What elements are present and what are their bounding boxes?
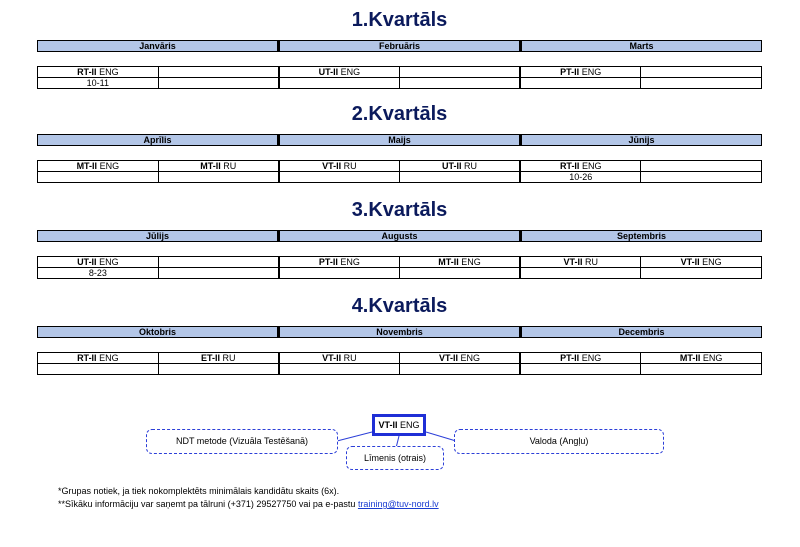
course-date bbox=[520, 364, 641, 375]
course-code: MT-II bbox=[200, 161, 221, 171]
course-language: ENG bbox=[99, 257, 119, 267]
course-code: VT-II bbox=[322, 161, 342, 171]
course-date bbox=[38, 172, 159, 183]
course-language: ENG bbox=[461, 257, 481, 267]
course-language: RU bbox=[223, 161, 237, 171]
course-language: ENG bbox=[581, 353, 602, 363]
course-cell bbox=[520, 353, 641, 364]
course-code: VT-II bbox=[680, 257, 700, 267]
course-code: VT-II bbox=[322, 353, 342, 363]
course-date bbox=[399, 78, 520, 89]
course-cell bbox=[38, 161, 159, 172]
course-table bbox=[37, 160, 762, 183]
date-row bbox=[38, 172, 762, 183]
legend-method-label: NDT metode (Vizuāla Testēšanā) bbox=[175, 436, 309, 446]
course-language: ENG bbox=[581, 67, 602, 77]
course-cell bbox=[641, 353, 762, 364]
course-language: ENG bbox=[99, 353, 119, 363]
footnote-2-text: **Sīkāku informāciju var saņemt pa tālruni (+371) 29527750 vai pa e-pastu bbox=[58, 499, 358, 509]
course-table bbox=[37, 256, 762, 279]
course-code: UT-II bbox=[77, 257, 97, 267]
legend-code: VT-II bbox=[378, 420, 398, 430]
quarter-title: 2.Kvartāls bbox=[351, 103, 448, 125]
course-language: RU bbox=[222, 353, 236, 363]
course-code: UT-II bbox=[318, 67, 339, 77]
course-cell bbox=[279, 257, 400, 268]
course-cell bbox=[641, 67, 762, 78]
course-cell bbox=[399, 67, 520, 78]
course-code: VT-II bbox=[439, 353, 459, 363]
month-header: Oktobris bbox=[37, 326, 278, 338]
course-code: RT-II bbox=[77, 353, 97, 363]
legend-method-box bbox=[146, 429, 338, 454]
course-cell bbox=[158, 67, 279, 78]
course-date bbox=[158, 268, 279, 279]
course-date bbox=[641, 78, 762, 89]
course-date bbox=[399, 268, 520, 279]
course-date bbox=[399, 172, 520, 183]
month-header-row bbox=[37, 134, 762, 146]
date-row bbox=[38, 268, 762, 279]
course-cell bbox=[399, 353, 520, 364]
quarter-title: 4.Kvartāls bbox=[351, 295, 448, 317]
course-code: RT-II bbox=[77, 67, 97, 77]
course-code: PT-II bbox=[560, 67, 580, 77]
course-cell bbox=[38, 257, 159, 268]
legend-example-code bbox=[372, 414, 426, 436]
course-code: RT-II bbox=[559, 161, 580, 171]
course-language: ENG bbox=[99, 67, 119, 77]
month-header-row bbox=[37, 40, 762, 52]
course-code: ET-II bbox=[200, 353, 220, 363]
course-cell bbox=[520, 257, 641, 268]
month-header: Janvāris bbox=[37, 40, 278, 52]
course-code: MT-II bbox=[76, 161, 98, 171]
course-date bbox=[641, 364, 762, 375]
quarter-section bbox=[37, 198, 762, 279]
course-language: RU bbox=[343, 161, 357, 171]
course-table bbox=[37, 66, 762, 89]
course-date bbox=[641, 172, 762, 183]
course-language: ENG bbox=[99, 161, 120, 171]
month-header: Marts bbox=[520, 40, 762, 52]
course-code: MT-II bbox=[679, 353, 701, 363]
course-date bbox=[520, 268, 641, 279]
month-header: Maijs bbox=[278, 134, 520, 146]
course-cell bbox=[399, 161, 520, 172]
course-cell bbox=[158, 161, 279, 172]
course-date bbox=[158, 364, 279, 375]
course-date: 8-23 bbox=[38, 268, 159, 279]
month-header: Decembris bbox=[520, 326, 762, 338]
course-code: PT-II bbox=[560, 353, 580, 363]
course-language: ENG bbox=[340, 67, 361, 77]
month-header: Aprīlis bbox=[37, 134, 278, 146]
course-code: VT-II bbox=[563, 257, 583, 267]
course-date bbox=[38, 364, 159, 375]
course-date bbox=[399, 364, 520, 375]
course-cell bbox=[520, 161, 641, 172]
course-cell bbox=[158, 257, 279, 268]
course-date bbox=[279, 78, 400, 89]
course-date bbox=[520, 78, 641, 89]
quarter-section bbox=[37, 8, 762, 89]
footnote-2 bbox=[58, 498, 439, 511]
quarter-section bbox=[37, 102, 762, 183]
course-cell bbox=[641, 257, 762, 268]
course-date: 10-11 bbox=[38, 78, 159, 89]
course-row bbox=[38, 257, 762, 268]
legend-lang: ENG bbox=[400, 420, 420, 430]
course-date bbox=[279, 268, 400, 279]
month-header: Augusts bbox=[278, 230, 520, 242]
email-link[interactable]: training@tuv-nord.lv bbox=[357, 499, 439, 509]
legend-level-box bbox=[346, 446, 444, 470]
course-row bbox=[38, 67, 762, 78]
course-cell bbox=[279, 161, 400, 172]
month-header: Jūnijs bbox=[520, 134, 762, 146]
course-date bbox=[279, 364, 400, 375]
course-cell bbox=[641, 161, 762, 172]
course-cell bbox=[399, 257, 520, 268]
course-language: ENG bbox=[460, 353, 481, 363]
course-cell bbox=[279, 353, 400, 364]
legend-language-label: Valoda (Angļu) bbox=[529, 436, 589, 446]
month-header: Novembris bbox=[278, 326, 520, 338]
course-cell bbox=[158, 353, 279, 364]
course-language: ENG bbox=[702, 353, 723, 363]
course-table bbox=[37, 352, 762, 375]
course-language: RU bbox=[584, 257, 598, 267]
connector-level bbox=[396, 436, 399, 448]
month-header: Februāris bbox=[278, 40, 520, 52]
legend-level-label: Līmenis (otrais) bbox=[363, 453, 426, 463]
course-cell bbox=[38, 353, 159, 364]
date-row bbox=[38, 78, 762, 89]
connector-method bbox=[337, 432, 372, 441]
course-date bbox=[279, 172, 400, 183]
connector-language bbox=[426, 432, 456, 441]
course-code: PT-II bbox=[318, 257, 338, 267]
quarter-section bbox=[37, 294, 762, 375]
course-language: ENG bbox=[702, 257, 722, 267]
date-row bbox=[38, 364, 762, 375]
course-row bbox=[38, 353, 762, 364]
footnote-1: *Grupas notiek, ja tiek nokomplektēts minimālais kandidātu skaits (6x). bbox=[58, 486, 340, 496]
footnotes bbox=[58, 485, 439, 511]
course-cell bbox=[38, 67, 159, 78]
course-cell bbox=[279, 67, 400, 78]
course-language: RU bbox=[464, 161, 478, 171]
course-language: ENG bbox=[340, 257, 360, 267]
legend-language-box bbox=[454, 429, 664, 454]
month-header-row bbox=[37, 230, 762, 242]
course-date bbox=[641, 268, 762, 279]
course-row bbox=[38, 161, 762, 172]
course-date: 10-26 bbox=[520, 172, 641, 183]
course-cell bbox=[520, 67, 641, 78]
month-header-row bbox=[37, 326, 762, 338]
course-language: RU bbox=[343, 353, 357, 363]
quarter-title: 1.Kvartāls bbox=[351, 9, 448, 31]
course-language: ENG bbox=[581, 161, 602, 171]
course-date bbox=[158, 172, 279, 183]
month-header: Septembris bbox=[520, 230, 762, 242]
course-code: MT-II bbox=[438, 257, 459, 267]
month-header: Jūlijs bbox=[37, 230, 278, 242]
course-date bbox=[158, 78, 279, 89]
quarter-title: 3.Kvartāls bbox=[351, 199, 448, 221]
course-code: UT-II bbox=[442, 161, 462, 171]
